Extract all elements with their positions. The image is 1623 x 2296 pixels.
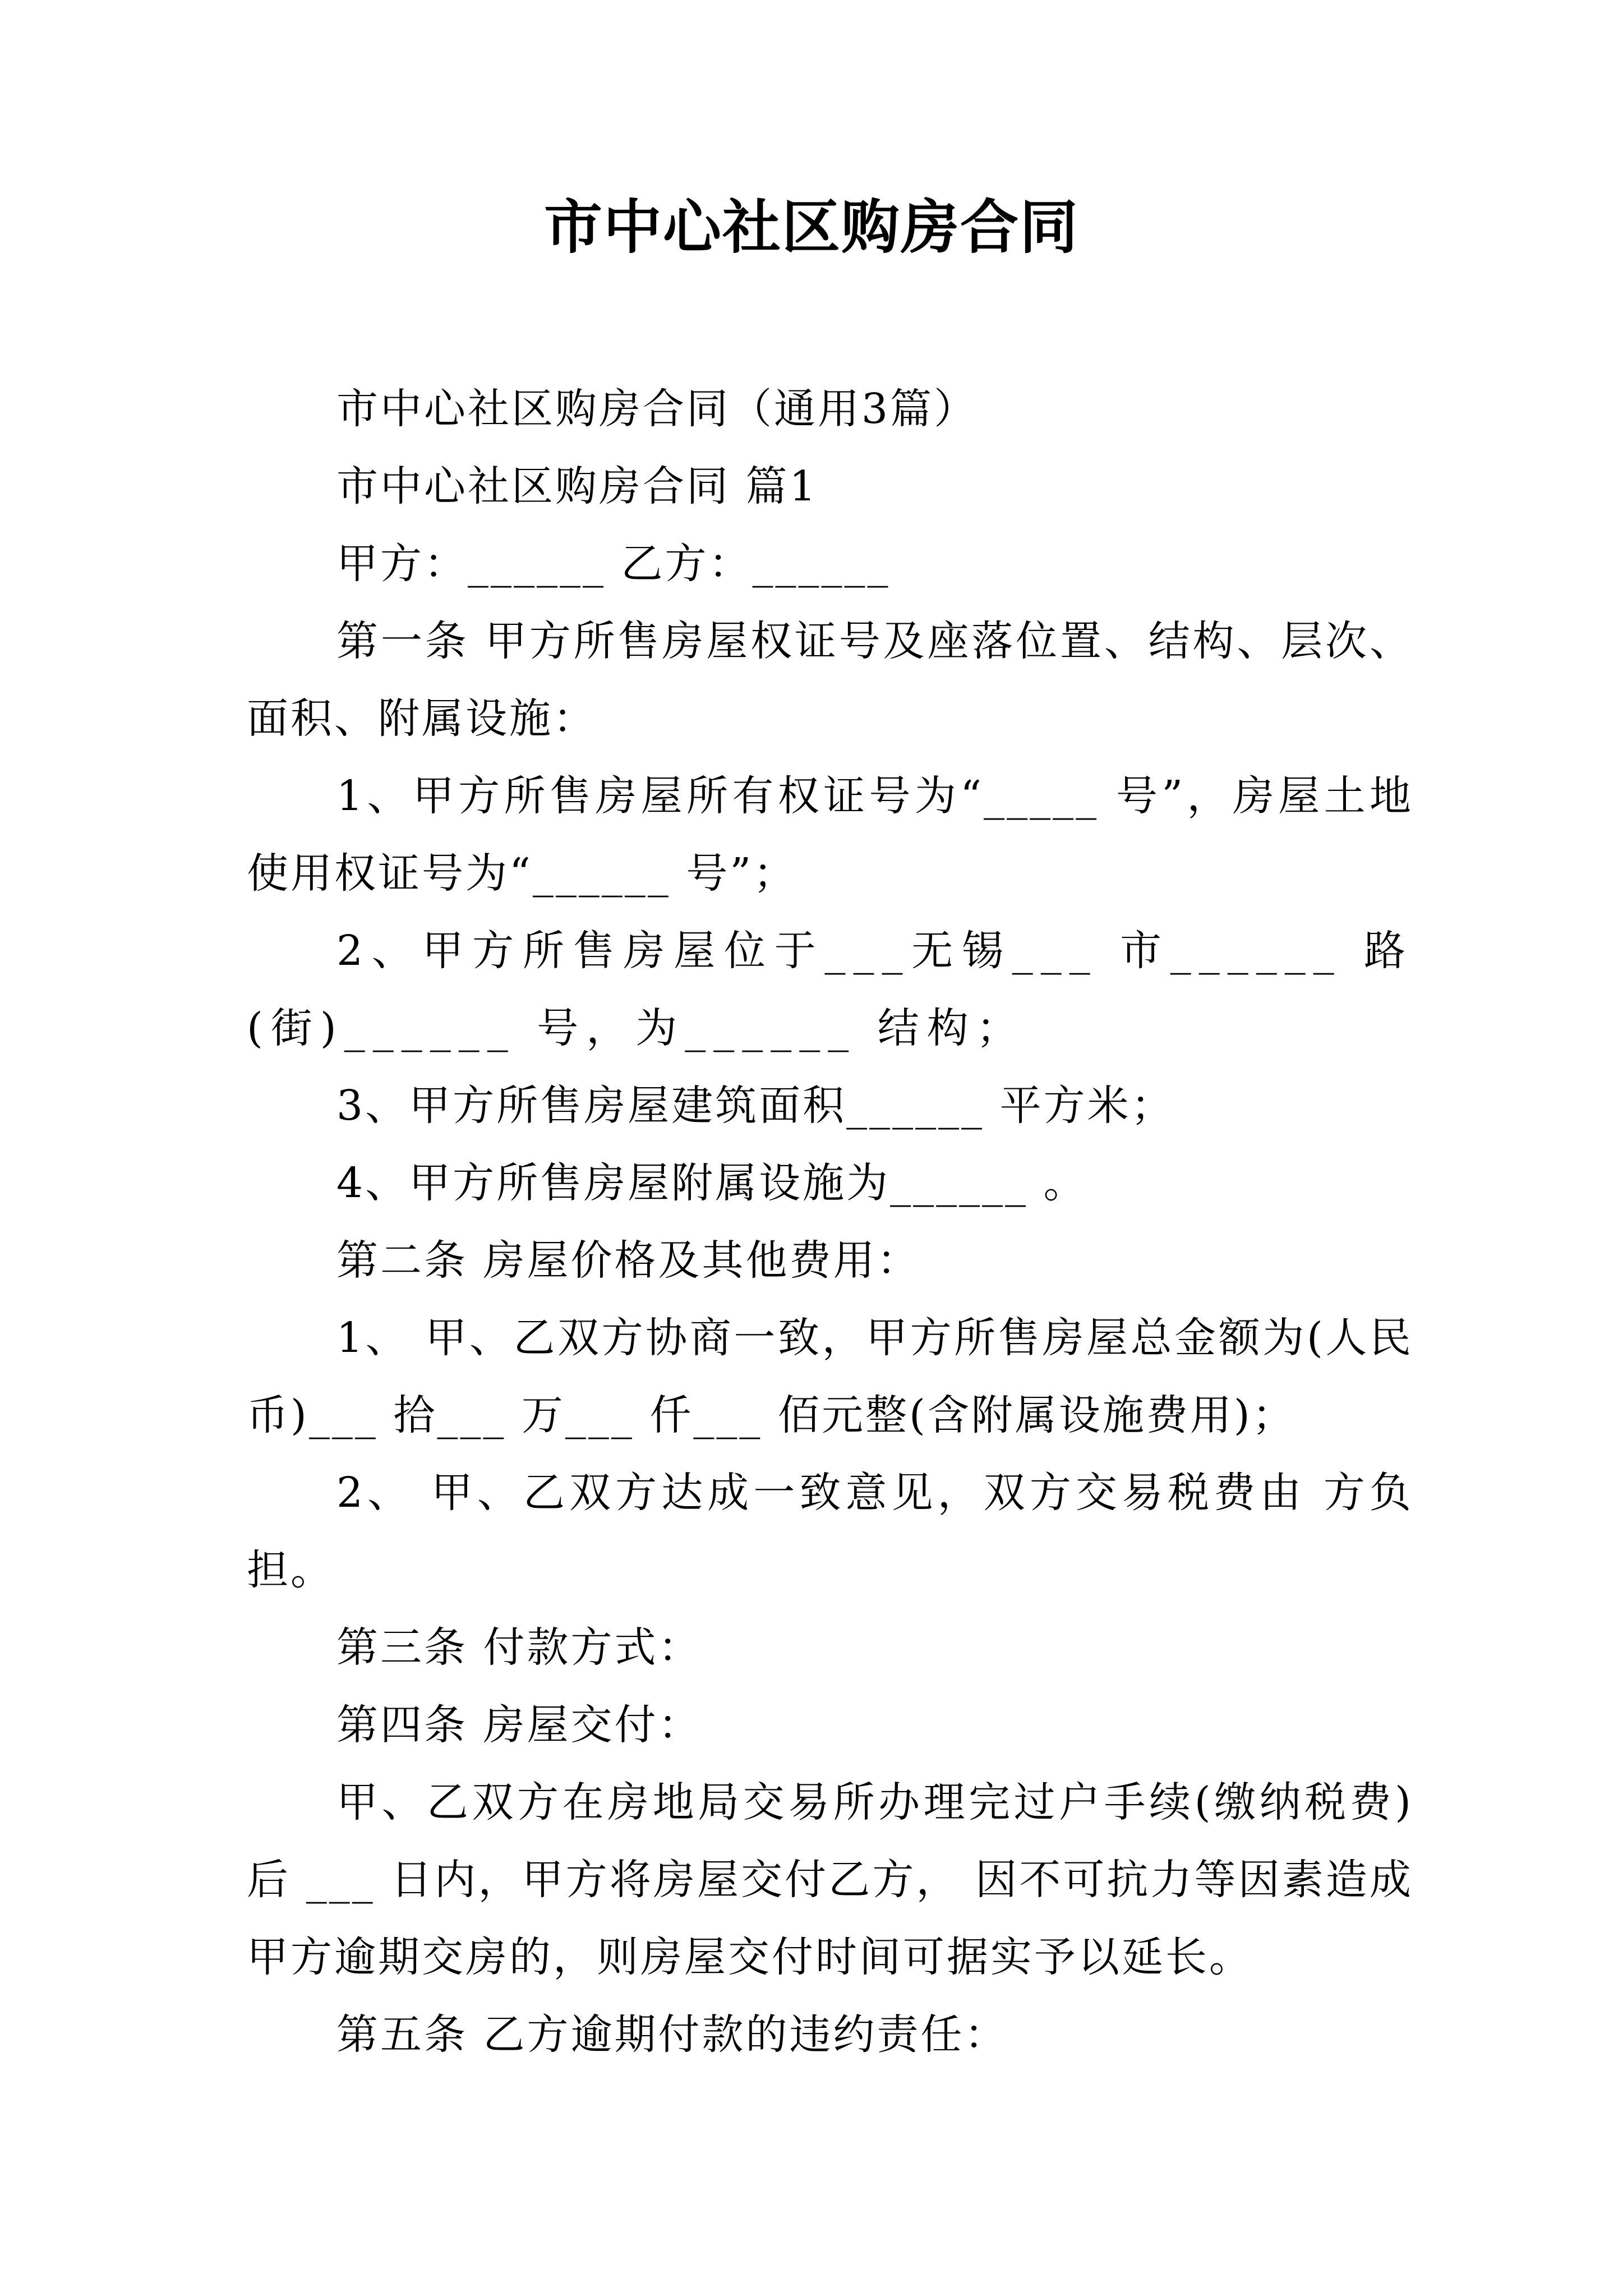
paragraph-article-two: 第二条 房屋价格及其他费用： <box>336 1236 921 1285</box>
paragraph-item-1-1: 1、甲方所售房屋所有权证号为“_____ 号”，房屋土地使用权证号为“______ 号”； <box>247 772 1413 898</box>
paragraph-article-one: 第一条 甲方所售房屋权证号及座落位置、结构、层次、面积、附属设施： <box>247 617 1413 743</box>
paragraph-delivery-terms: 甲、乙双方在房地局交易所办理完过户手续(缴纳税费)后 ___ 日内，甲方将房屋交付乙方， 因不可抗力等因素造成甲方逾期交房的，则房屋交付时间可据实予以延长。 <box>247 1778 1413 1981</box>
paragraph-parties: 甲方：______ 乙方：______ <box>336 540 891 588</box>
paragraph-item-1-3: 3、甲方所售房屋建筑面积______ 平方米； <box>336 1082 1175 1130</box>
paragraph-article-five: 第五条 乙方逾期付款的违约责任： <box>336 2010 1008 2059</box>
paragraph-contract-heading: 市中心社区购房合同（通用3篇） <box>336 385 978 433</box>
document-title: 市中心社区购房合同 <box>543 192 1079 261</box>
document-body <box>247 370 1413 2073</box>
paragraph-item-1-4: 4、甲方所售房屋附属设施为______ 。 <box>336 1159 1087 1207</box>
paragraph-item-2-2: 2、 甲、乙双方达成一致意见，双方交易税费由 方负担。 <box>247 1469 1413 1594</box>
paragraph-chapter-one: 市中心社区购房合同 篇1 <box>336 462 818 510</box>
paragraph-item-1-2: 2、甲方所售房屋位于___无锡___ 市______ 路(街)______ 号，为______ 结构； <box>247 927 1413 1052</box>
paragraph-item-2-1: 1、 甲、乙双方协商一致，甲方所售房屋总金额为(人民币)___ 拾___ 万___ 仟___ 佰元整(含附属设施费用)； <box>247 1314 1413 1439</box>
paragraph-article-three: 第三条 付款方式： <box>336 1623 702 1672</box>
paragraph-article-four: 第四条 房屋交付： <box>336 1701 702 1749</box>
